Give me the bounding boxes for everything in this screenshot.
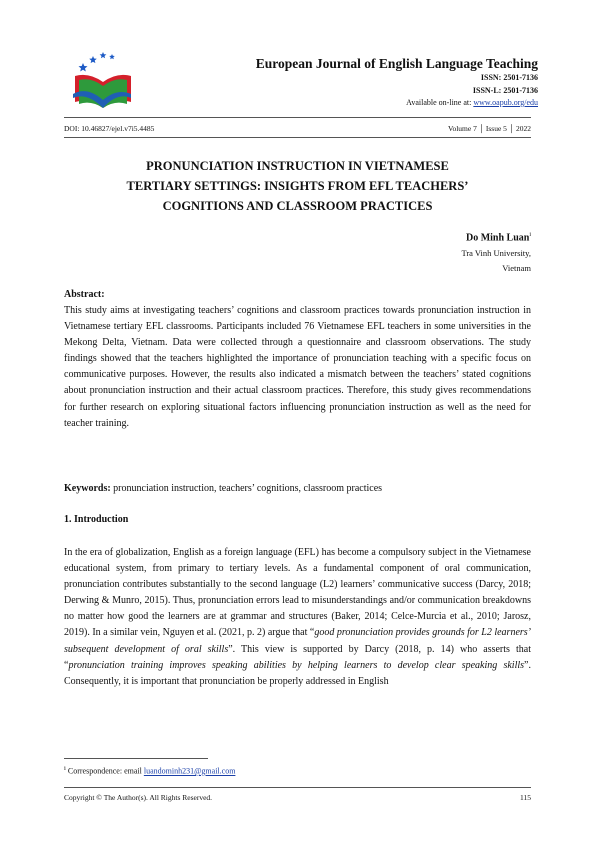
page-number: 115 <box>520 793 531 802</box>
header-divider <box>64 117 531 118</box>
doi: DOI: 10.46827/ejel.v7i5.4485 <box>64 124 155 133</box>
author-name <box>466 232 531 243</box>
keywords <box>64 483 382 494</box>
journal-website-link[interactable]: www.oapub.org/edu <box>473 98 538 107</box>
intro-text-3: ”. Consequently, it is important that pronunciation be properly addressed in English <box>64 659 531 687</box>
author-country: Vietnam <box>502 263 531 273</box>
intro-text-1: In the era of globalization, English as a foreign language (EFL) has become a compulsory subject in the Vietnamese educational system, from primary to tertiary levels. As a fundamental component of oral communication, pronunciation contributes substantially to the second language (L2) learners’ communicative success (Darcy, 2018; Derwing & Munro, 2015). Thus, pronunciation errors lead to misunderstandings and/or communication breakdowns no matter how good the learners are at grammar and structures (Baker, 2014; Celce-Murcia et al., 2010; Jarosz, 2019). In a similar vein, Nguyen et al. (2021, p. 2) argue that “ <box>64 547 531 639</box>
footnote-label: Correspondence: email <box>67 766 144 776</box>
footnote <box>64 765 235 776</box>
online-availability <box>406 98 538 107</box>
issn: ISSN: 2501-7136 <box>480 73 538 82</box>
title-line: TERTIARY SETTINGS: INSIGHTS FROM EFL TEACHERS’ <box>126 179 469 193</box>
introduction-paragraph <box>64 545 531 690</box>
author-name-text: Do Minh Luan <box>465 232 530 244</box>
abstract-text: This study aims at investigating teachers’ cognitions and classroom practices towards pronunciation instruction in Vietnamese tertiary EFL classrooms. Participants included 76 Vietnamese EFL teachers in some universities in the Mekong Delta, Vietnam. Data were collected through a questionnaire and classroom observations. The study findings showed that the teachers highlighted the importance of pronunciation teaching with a specific focus on communicative purposes. However, the results also indicated a mismatch between the teachers’ stated cognitions about pronunciation instruction and their actual classroom practices. Therefore, this study gives recommendations for further research on exploring situational factors influencing pronunciation instruction as well as the need for teacher training. <box>64 305 531 429</box>
title-line: PRONUNCIATION INSTRUCTION IN VIETNAMESE <box>146 159 449 173</box>
footer-divider <box>64 787 531 788</box>
keywords-label: Keywords: <box>64 483 111 494</box>
abstract-heading: Abstract: <box>64 289 105 300</box>
copyright: Copyright © The Author(s). All Rights Reserved. <box>64 793 213 802</box>
author-affiliation: Tra Vinh University, <box>461 248 531 258</box>
author-footnote-mark: i <box>529 232 531 238</box>
keywords-text: pronunciation instruction, teachers’ cognitions, classroom practices <box>110 483 383 494</box>
online-label: Available on-line at: <box>406 98 474 107</box>
volume-issue: Volume 7 │ Issue 5 │ 2022 <box>448 124 531 133</box>
footnote-divider <box>64 758 208 759</box>
paper-title <box>64 156 531 216</box>
intro-text-2: ”. This view is supported by Darcy (2018, p. 14) who asserts that “ <box>64 643 531 671</box>
journal-title: European Journal of English Language Teaching <box>255 56 538 71</box>
correspondence-email-link[interactable]: luandominh231@gmail.com <box>143 766 236 776</box>
issn-l: ISSN-L: 2501-7136 <box>472 86 538 95</box>
intro-quote-2: pronunciation training improves speaking abilities by helping learners to develop clear speaking skills <box>68 659 525 671</box>
journal-logo-icon <box>67 50 135 112</box>
title-line: COGNITIONS AND CLASSROOM PRACTICES <box>162 199 433 213</box>
section-heading: 1. Introduction <box>64 514 129 525</box>
intro-quote-1: good pronunciation provides grounds for L2 learners’ subsequent development of oral skills <box>64 627 531 655</box>
footnote-mark: i <box>64 765 66 772</box>
meta-divider <box>64 137 531 138</box>
